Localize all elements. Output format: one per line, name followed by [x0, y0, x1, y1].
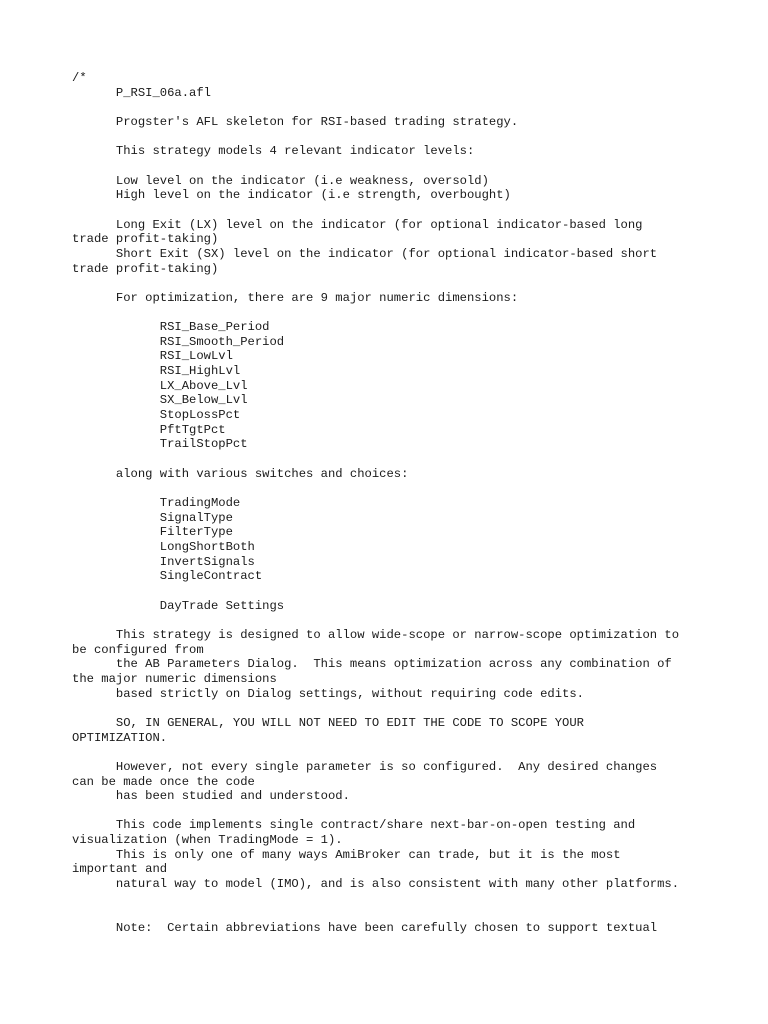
document-text: /* P_RSI_06a.afl Progster's AFL skeleton for RSI-based trading strategy. This strategy models 4 relevant indicator levels: Low level on the indicator (i.e weakness, oversold) High level on the indicator (i.e strength, overbought) Long Exit (LX) level on the indicator (for optional indicator-based long trade profit-taking) Short Exit (SX) level on the indicator (for optional indicator-based short trade profit-taking) For optimization, there are 9 major numeric dimensions: RSI_Base_Period RSI_Smooth_Period RSI_LowLvl RSI_HighLvl LX_Above_Lvl SX_Below_Lvl StopLossPct PftTgtPct TrailStopPct along with various switches and choices: TradingMode SignalType FilterType LongShortBoth InvertSignals SingleContract DayTrade Settings This strategy is designed to allow wide-scope or narrow-scope optimization to be configured from the AB Parameters Dialog. This means optimization across any combination of the major numeric dimensions based strictly on Dialog settings, without requiring code edits. SO, IN GENERAL, YOU WILL NOT NEED TO EDIT THE CODE TO SCOPE YOUR OPTIMIZATION. However, not every single parameter is so configured. Any desired changes can be made once the code has been studied and understood. This code implements single contract/share next-bar-on-open testing and visualization (when TradingMode = 1). This is only one of many ways AmiBroker can trade, but it is the most important and natural way to model (IMO), and is also consistent with many other platforms. Note: Certain abbreviations have been carefully chosen to support textual	[72, 71, 680, 936]
